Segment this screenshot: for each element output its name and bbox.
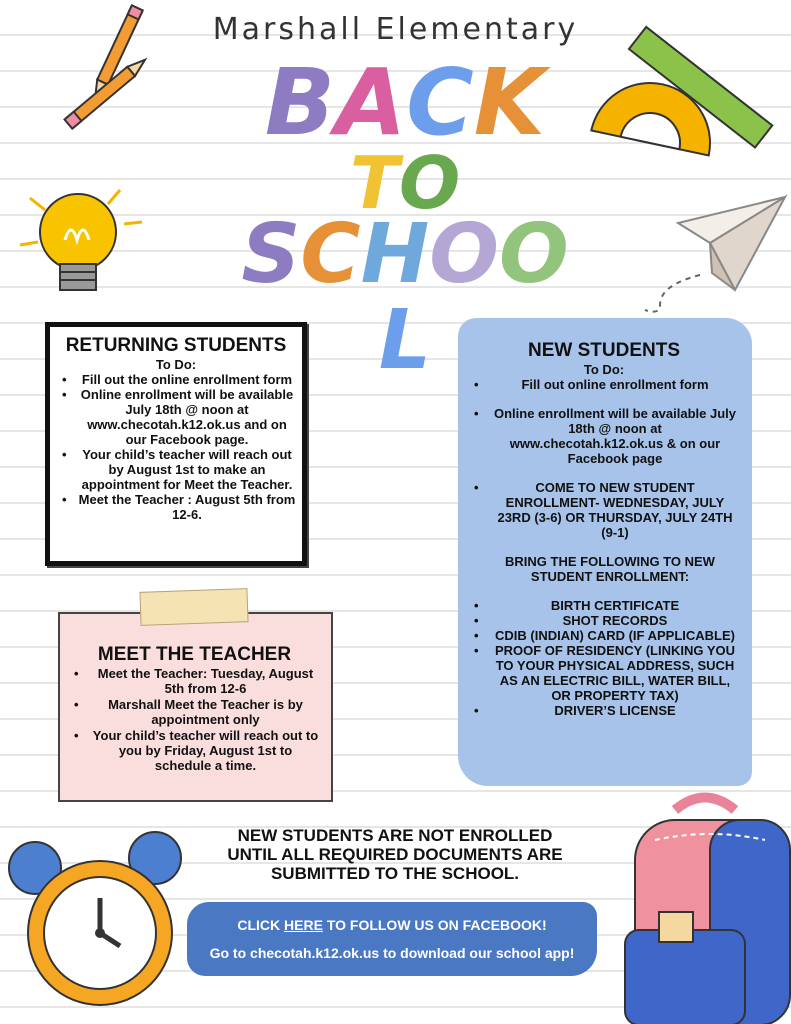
list-item: • CDIB (INDIAN) CARD (IF APPLICABLE) — [468, 628, 740, 643]
list-item: • Online enrollment will be available July 18th @ noon at www.checotah.k12.ok.us & on our Facebook page — [468, 406, 740, 466]
back-word — [255, 49, 555, 156]
letter: H — [360, 207, 430, 302]
meet-list — [68, 666, 321, 773]
tape-decoration — [139, 588, 248, 626]
facebook-line — [187, 916, 597, 934]
pencil-icon — [68, 4, 168, 144]
bring-heading: BRING THE FOLLOWING TO NEW STUDENT ENROLLMENT: — [505, 554, 715, 584]
returning-list — [56, 372, 296, 522]
letter: A — [335, 49, 407, 156]
notice-line: NEW STUDENTS ARE NOT ENROLLED — [237, 826, 553, 845]
letter: C — [300, 207, 361, 302]
returning-students-box — [45, 322, 307, 566]
new-list-a2 — [468, 406, 740, 466]
list-item: • Marshall Meet the Teacher is by appointment only — [68, 697, 321, 727]
facebook-banner — [187, 902, 597, 976]
returning-todo-label: To Do: — [155, 357, 197, 372]
meet-the-teacher-title: MEET THE TEACHER — [97, 644, 292, 665]
list-item: • Your child’s teacher will reach out to you by Friday, August 1st to schedule a time. — [68, 728, 321, 773]
list-item: • Meet the Teacher : August 5th from 12-6. — [56, 492, 296, 522]
list-item: • Online enrollment will be available July 18th @ noon at www.checotah.k12.ok.us and on our Facebook page. — [56, 387, 296, 447]
click-text: CLICK — [237, 917, 281, 933]
list-item: • Fill out the online enrollment form — [56, 372, 296, 387]
letter: L — [378, 293, 432, 388]
letter: O — [429, 207, 499, 302]
letter: O — [498, 207, 569, 302]
backpack-icon — [615, 790, 791, 1024]
list-item: • PROOF OF RESIDENCY (LINKING YOU TO YOUR PHYSICAL ADDRESS, SUCH AS AN ELECTRIC BILL, WATER BILL, OR PROPERTY TAX) — [468, 643, 740, 703]
new-students-box — [458, 318, 752, 786]
list-item: • DRIVER’S LICENSE — [468, 703, 740, 718]
new-list-a3 — [468, 480, 740, 540]
list-item: • BIRTH CERTIFICATE — [468, 598, 740, 613]
alarm-clock-icon — [5, 818, 195, 1018]
school-name: Marshall Elementary — [212, 12, 579, 47]
enrollment-notice — [200, 826, 590, 883]
letter: C — [406, 49, 474, 156]
notice-line: SUBMITTED TO THE SCHOOL. — [270, 864, 520, 883]
follow-text: TO FOLLOW US ON FACEBOOK! — [326, 917, 547, 933]
list-item: • Your child’s teacher will reach out by August 1st to make an appointment for Meet the Teacher. — [56, 447, 296, 492]
letter: B — [264, 49, 336, 156]
paper-plane-icon — [640, 195, 790, 315]
meet-the-teacher-box — [58, 612, 333, 802]
list-item: • Meet the Teacher: Tuesday, August 5th from 12-6 — [68, 666, 321, 696]
letter: O — [398, 141, 461, 225]
ruler-icon — [580, 18, 775, 183]
new-todo-label: To Do: — [583, 362, 625, 377]
new-list-b — [468, 598, 740, 718]
notice-line: UNTIL ALL REQUIRED DOCUMENTS ARE — [227, 845, 563, 864]
lightbulb-icon — [10, 160, 150, 300]
new-students-title: NEW STUDENTS — [528, 340, 680, 361]
list-item: • Fill out online enrollment form — [468, 377, 740, 392]
letter: T — [349, 141, 399, 225]
list-item: • SHOT RECORDS — [468, 613, 740, 628]
letter: S — [241, 207, 301, 302]
letter: K — [473, 49, 546, 156]
new-list-a — [468, 377, 740, 392]
app-download-text: Go to checotah.k12.ok.us to download our school app! — [209, 945, 575, 961]
list-item: • COME TO NEW STUDENT ENROLLMENT- WEDNESDAY, JULY 23RD (3-6) OR THURSDAY, JULY 24TH (9-1) — [468, 480, 740, 540]
returning-students-title: RETURNING STUDENTS — [65, 335, 287, 356]
facebook-link[interactable]: HERE — [284, 917, 323, 933]
